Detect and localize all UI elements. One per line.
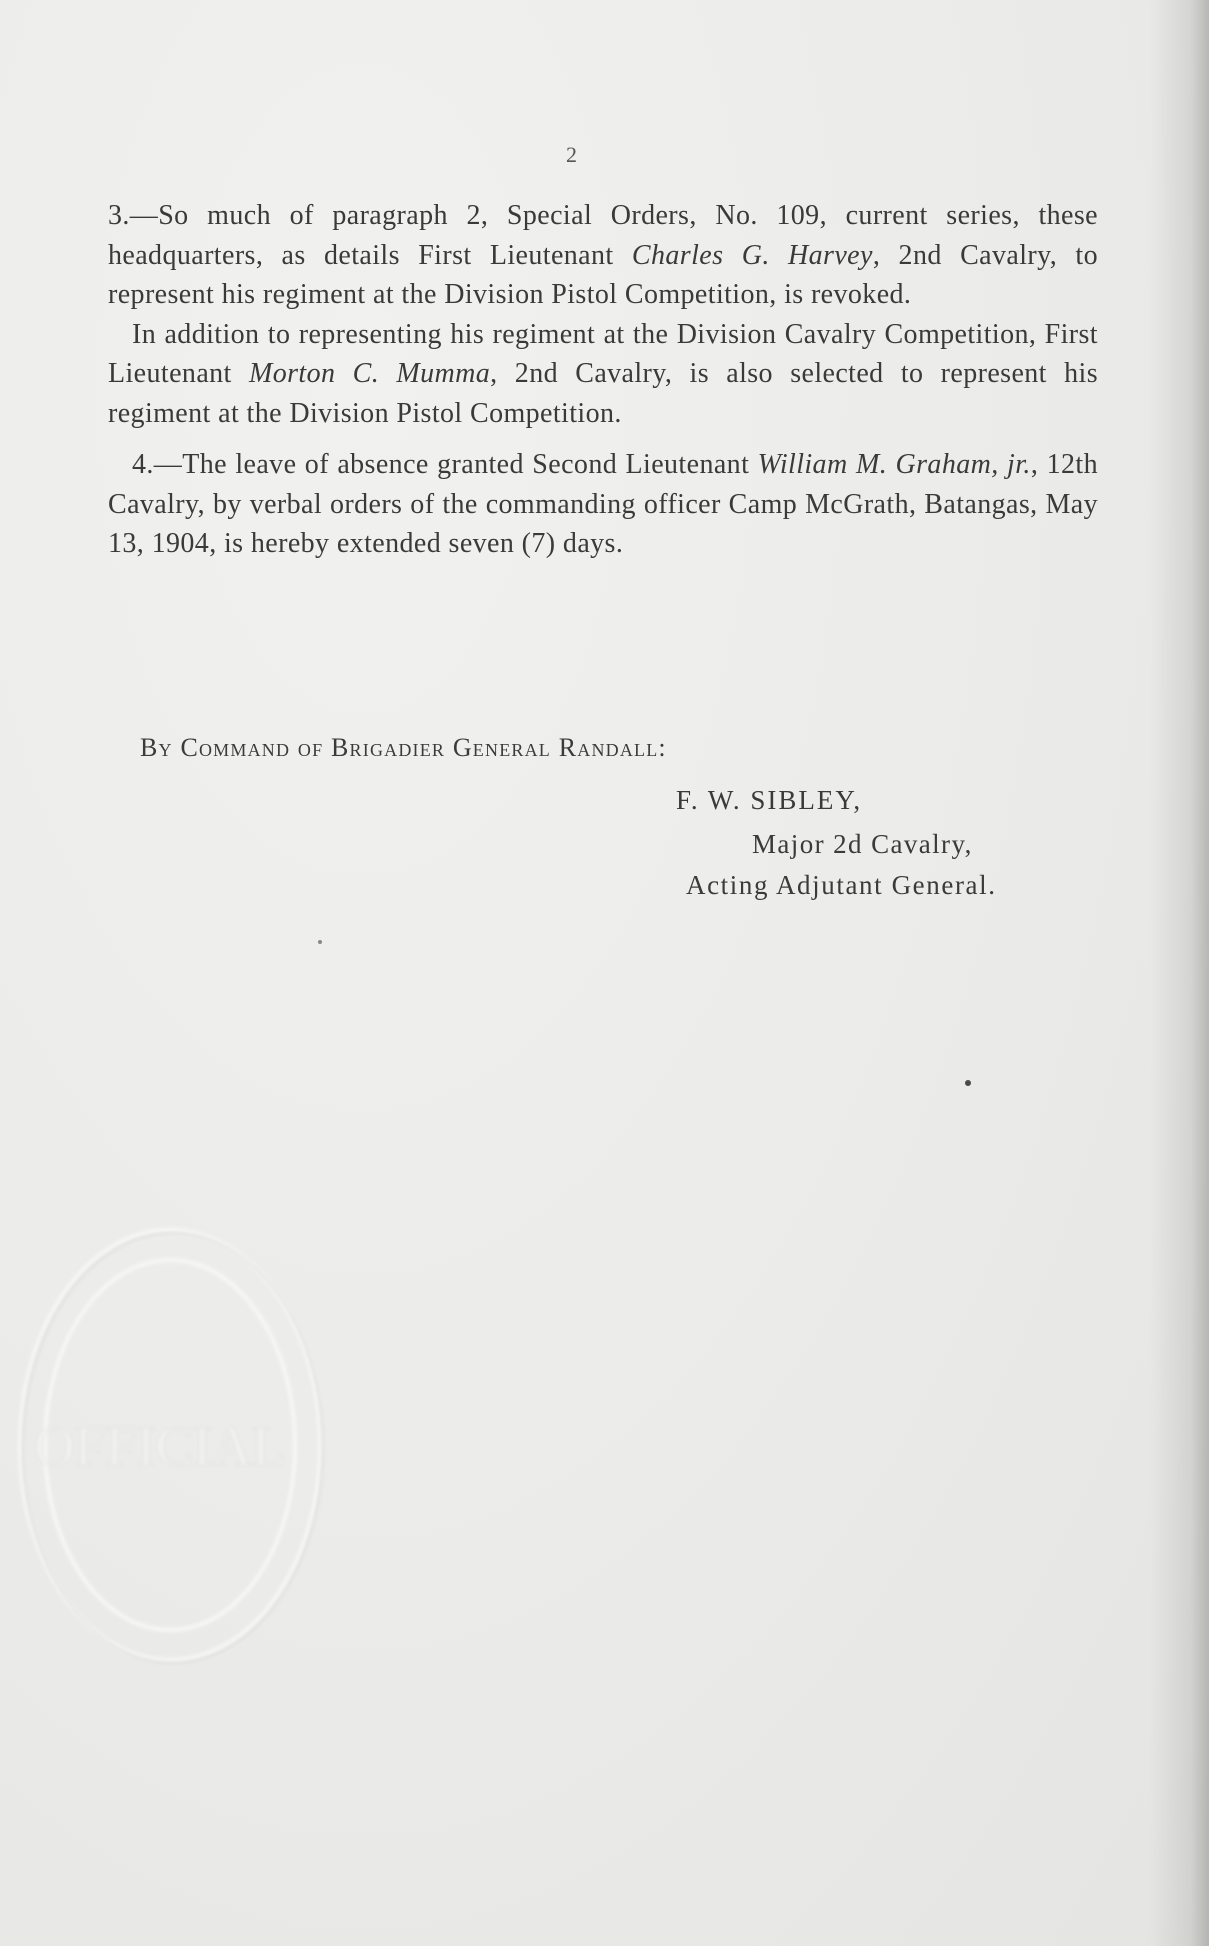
paragraph-3: 3.—So much of paragraph 2, Special Orders, No. 109, current series, these headquarters, as details First Lieutenant Charles G. Harvey, 2nd Cavalry, to represent his regiment at the Division Pistol Competition, is revoked. — [108, 200, 1098, 310]
paragraph-3-addition: In addition to representing his regiment at the Division Cavalry Competition, First Lieutenant Morton C. Mumma, 2nd Cavalry, is also selected to represent his regiment at the Division Pistol Competition. — [108, 318, 1098, 429]
signatory-name: F. W. SIBLEY, — [676, 785, 863, 815]
command-line: By Command of Brigadier General Randall: — [140, 733, 667, 762]
document-body — [108, 196, 1098, 564]
paragraph-4: 4.—The leave of absence granted Second Lieutenant William M. Graham, jr., 12th Cavalry, by verbal orders of the commanding officer Camp McGrath, Batangas, May 13, 1904, is hereby extended seven (7) days. — [108, 449, 1098, 559]
signatory-rank: Major 2d Cavalry, — [752, 829, 973, 859]
officer-name-graham: William M. Graham, jr. — [757, 449, 1031, 480]
signatory-title: Acting Adjutant General. — [686, 870, 997, 900]
ink-speck — [318, 940, 322, 944]
embossed-seal-icon — [10, 1210, 340, 1680]
ink-speck — [965, 1080, 971, 1086]
officer-name-mumma: Morton C. Mumma — [248, 358, 491, 389]
page-edge-shadow — [1149, 0, 1209, 1946]
svg-text:OFFICIAL: OFFICIAL — [33, 1416, 287, 1478]
officer-name-harvey: Charles G. Harvey — [631, 239, 873, 271]
page-number: 2 — [566, 142, 577, 167]
